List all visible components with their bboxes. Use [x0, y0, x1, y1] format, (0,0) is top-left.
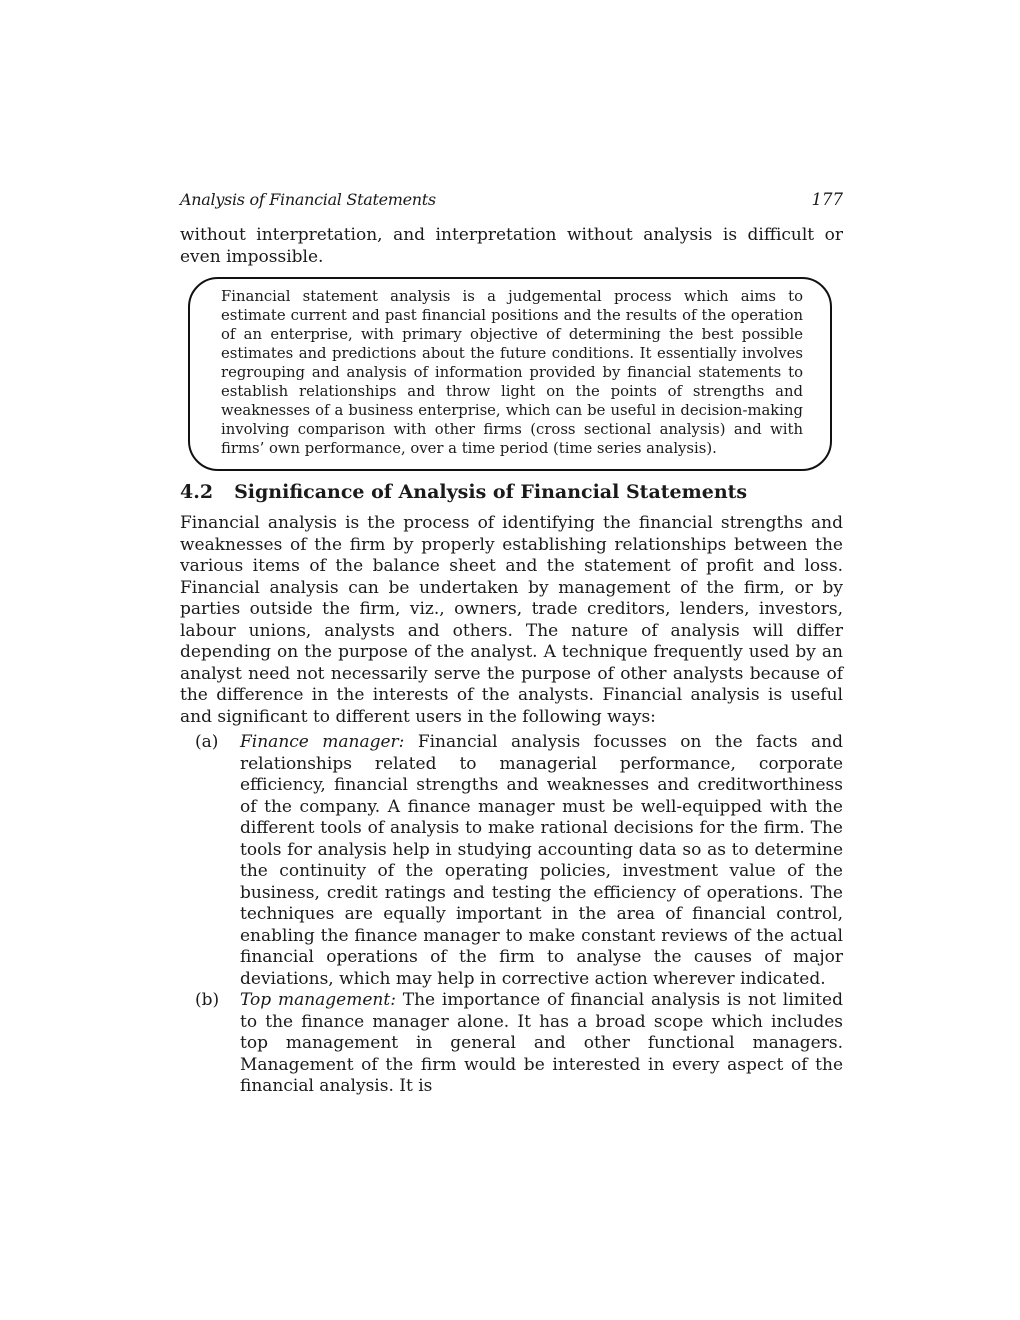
list-item-marker: (b) — [195, 990, 220, 1010]
running-header — [180, 190, 843, 209]
list-item-lead: Top management: — [240, 990, 396, 1010]
list-item-lead: Finance manager: — [240, 732, 405, 752]
list-item-finance-manager — [180, 732, 843, 990]
list-item-marker: (a) — [195, 732, 219, 752]
significance-list — [180, 732, 843, 1098]
list-item-text: Financial analysis focusses on the facts and relationships related to managerial performance, corporate efficiency, financial strengths and weaknesses and creditworthiness of the company. A finance manager must be well-equipped with the different tools of analysis to make rational decisions for the firm. The tools for analysis help in studying accounting data so as to determine the continuity of the operating policies, investment value of the business, credit ratings and testing the efficiency of operations. The techniques are equally important in the area of financial control, enabling the finance manager to make constant reviews of the actual financial operations of the firm to analyse the causes of major deviations, which may help in corrective action wherever indicated. — [240, 732, 843, 989]
page-number: 177 — [811, 190, 843, 209]
running-title: Analysis of Financial Statements — [180, 190, 436, 209]
section-number: 4.2 — [180, 481, 214, 503]
definition-box — [188, 277, 832, 471]
section-heading — [180, 480, 843, 504]
intro-paragraph: without interpretation, and interpretation without analysis is difficult or even impossible. — [180, 225, 843, 267]
list-item-text: The importance of financial analysis is not limited to the finance manager alone. It has a broad scope which includes top management in general and other functional managers. Management of the firm would be interested in every aspect of the financial analysis. It is — [240, 990, 843, 1096]
body-paragraph: Financial analysis is the process of identifying the financial strengths and weaknesses of the firm by properly establishing relationships between the various items of the balance sheet and the statement of profit and loss. Financial analysis can be undertaken by management of the firm, or by parties outside the firm, viz., owners, trade creditors, lenders, investors, labour unions, analysts and others. The nature of analysis will differ depending on the purpose of the analyst. A technique frequently used by an analyst need not necessarily serve the purpose of other analysts because of the difference in the interests of the analysts. Financial analysis is useful and significant to different users in the following ways: — [180, 513, 843, 727]
section-title: Significance of Analysis of Financial Statements — [234, 481, 748, 503]
definition-box-text: Financial statement analysis is a judgemental process which aims to estimate current and past financial positions and the results of the operation of an enterprise, with primary objective of determining the best possible estimates and predictions about the future conditions. It essentially involves regrouping and analysis of information provided by financial statements to establish relationships and throw light on the points of strengths and weaknesses of a business enterprise, which can be useful in decision-making involving comparison with other firms (cross sectional analysis) and with firms’ own performance, over a time period (time series analysis). — [221, 288, 803, 457]
list-item-top-management — [180, 990, 843, 1098]
